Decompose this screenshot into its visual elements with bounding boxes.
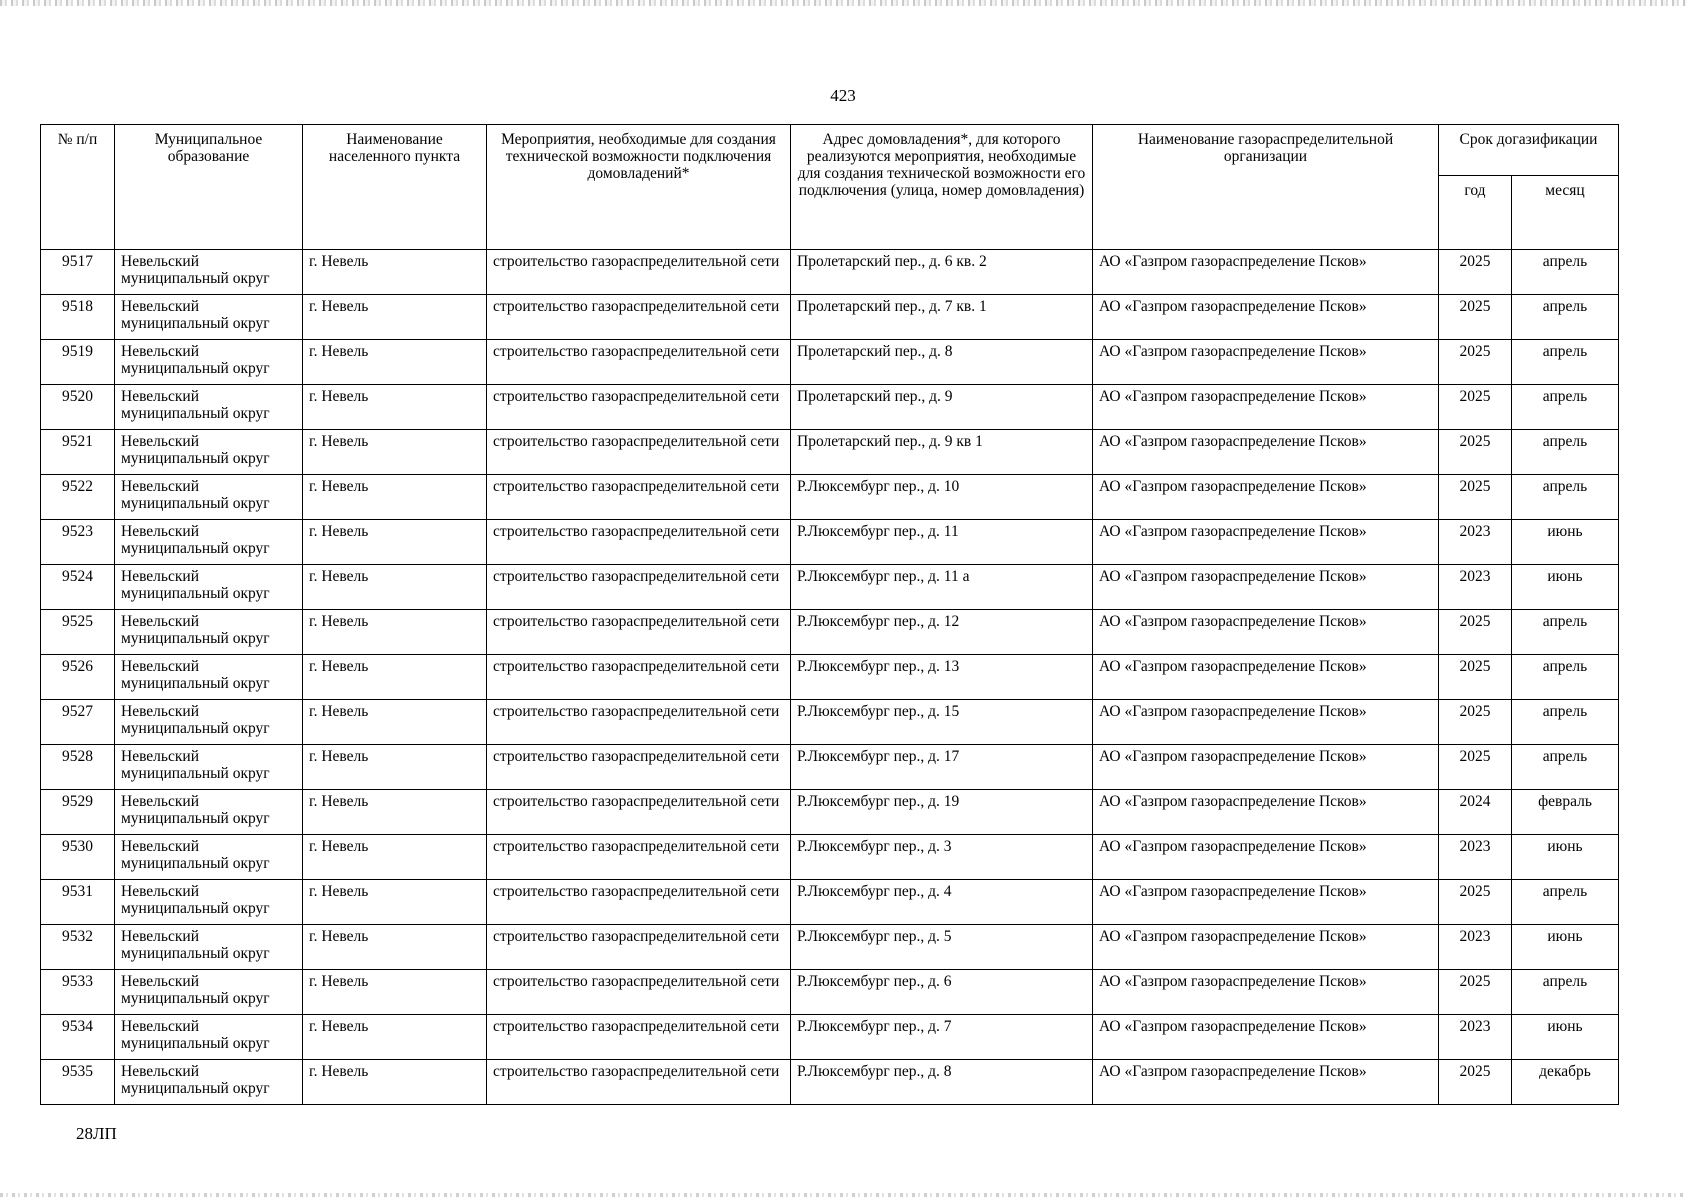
table-row: [41, 340, 1619, 385]
organization-cell: АО «Газпром газораспределение Псков»: [1093, 925, 1439, 970]
header-settlement: Наименование населенного пункта: [303, 125, 487, 250]
settlement-cell: г. Невель: [303, 475, 487, 520]
organization-cell: АО «Газпром газораспределение Псков»: [1093, 430, 1439, 475]
settlement-cell: г. Невель: [303, 340, 487, 385]
municipality-cell: Невельский муниципальный округ: [115, 250, 303, 295]
municipality-cell: Невельский муниципальный округ: [115, 745, 303, 790]
document-code: 28ЛП: [76, 1124, 117, 1143]
table-row: [41, 970, 1619, 1015]
settlement-cell: г. Невель: [303, 880, 487, 925]
year-cell: 2025: [1439, 385, 1512, 430]
municipality-cell: Невельский муниципальный округ: [115, 430, 303, 475]
row-number: 9523: [41, 520, 115, 565]
table-body: [41, 250, 1619, 1105]
organization-cell: АО «Газпром газораспределение Псков»: [1093, 1015, 1439, 1060]
measures-cell: строительство газораспределительной сети: [487, 1015, 791, 1060]
header-measures: Мероприятия, необходимые для создания технической возможности подключения домовладений*: [487, 125, 791, 250]
settlement-cell: г. Невель: [303, 925, 487, 970]
year-cell: 2025: [1439, 700, 1512, 745]
settlement-cell: г. Невель: [303, 520, 487, 565]
measures-cell: строительство газораспределительной сети: [487, 610, 791, 655]
month-cell: апрель: [1512, 430, 1619, 475]
table-row: [41, 835, 1619, 880]
measures-cell: строительство газораспределительной сети: [487, 655, 791, 700]
municipality-cell: Невельский муниципальный округ: [115, 925, 303, 970]
month-cell: апрель: [1512, 970, 1619, 1015]
table-row: [41, 565, 1619, 610]
address-cell: Р.Люксембург пер., д. 13: [791, 655, 1093, 700]
municipality-cell: Невельский муниципальный округ: [115, 565, 303, 610]
measures-cell: строительство газораспределительной сети: [487, 1060, 791, 1105]
measures-cell: строительство газораспределительной сети: [487, 520, 791, 565]
year-cell: 2025: [1439, 430, 1512, 475]
month-cell: апрель: [1512, 475, 1619, 520]
municipality-cell: Невельский муниципальный округ: [115, 1015, 303, 1060]
month-cell: июнь: [1512, 925, 1619, 970]
year-cell: 2023: [1439, 565, 1512, 610]
organization-cell: АО «Газпром газораспределение Псков»: [1093, 610, 1439, 655]
row-number: 9517: [41, 250, 115, 295]
year-cell: 2023: [1439, 1015, 1512, 1060]
settlement-cell: г. Невель: [303, 790, 487, 835]
measures-cell: строительство газораспределительной сети: [487, 925, 791, 970]
organization-cell: АО «Газпром газораспределение Псков»: [1093, 790, 1439, 835]
settlement-cell: г. Невель: [303, 610, 487, 655]
measures-cell: строительство газораспределительной сети: [487, 295, 791, 340]
address-cell: Р.Люксембург пер., д. 11 а: [791, 565, 1093, 610]
organization-cell: АО «Газпром газораспределение Псков»: [1093, 700, 1439, 745]
row-number: 9528: [41, 745, 115, 790]
month-cell: апрель: [1512, 880, 1619, 925]
address-cell: Р.Люксембург пер., д. 10: [791, 475, 1093, 520]
table-row: [41, 385, 1619, 430]
address-cell: Р.Люксембург пер., д. 12: [791, 610, 1093, 655]
year-cell: 2025: [1439, 610, 1512, 655]
settlement-cell: г. Невель: [303, 1015, 487, 1060]
row-number: 9522: [41, 475, 115, 520]
month-cell: февраль: [1512, 790, 1619, 835]
organization-cell: АО «Газпром газораспределение Псков»: [1093, 565, 1439, 610]
header-num: № п/п: [41, 125, 115, 250]
row-number: 9524: [41, 565, 115, 610]
municipality-cell: Невельский муниципальный округ: [115, 655, 303, 700]
table-row: [41, 1060, 1619, 1105]
municipality-cell: Невельский муниципальный округ: [115, 520, 303, 565]
year-cell: 2025: [1439, 970, 1512, 1015]
table-row: [41, 700, 1619, 745]
measures-cell: строительство газораспределительной сети: [487, 250, 791, 295]
row-number: 9531: [41, 880, 115, 925]
row-number: 9526: [41, 655, 115, 700]
address-cell: Р.Люксембург пер., д. 19: [791, 790, 1093, 835]
month-cell: июнь: [1512, 835, 1619, 880]
header-deadline: Срок догазификации: [1439, 125, 1619, 176]
settlement-cell: г. Невель: [303, 565, 487, 610]
year-cell: 2023: [1439, 835, 1512, 880]
address-cell: Р.Люксембург пер., д. 17: [791, 745, 1093, 790]
address-cell: Пролетарский пер., д. 9 кв 1: [791, 430, 1093, 475]
year-cell: 2024: [1439, 790, 1512, 835]
measures-cell: строительство газораспределительной сети: [487, 880, 791, 925]
address-cell: Р.Люксембург пер., д. 7: [791, 1015, 1093, 1060]
month-cell: апрель: [1512, 340, 1619, 385]
year-cell: 2025: [1439, 475, 1512, 520]
municipality-cell: Невельский муниципальный округ: [115, 385, 303, 430]
table-row: [41, 925, 1619, 970]
address-cell: Р.Люксембург пер., д. 8: [791, 1060, 1093, 1105]
settlement-cell: г. Невель: [303, 295, 487, 340]
row-number: 9521: [41, 430, 115, 475]
measures-cell: строительство газораспределительной сети: [487, 835, 791, 880]
row-number: 9530: [41, 835, 115, 880]
year-cell: 2025: [1439, 655, 1512, 700]
municipality-cell: Невельский муниципальный округ: [115, 475, 303, 520]
municipality-cell: Невельский муниципальный округ: [115, 295, 303, 340]
organization-cell: АО «Газпром газораспределение Псков»: [1093, 655, 1439, 700]
organization-cell: АО «Газпром газораспределение Псков»: [1093, 835, 1439, 880]
settlement-cell: г. Невель: [303, 700, 487, 745]
row-number: 9534: [41, 1015, 115, 1060]
month-cell: июнь: [1512, 565, 1619, 610]
address-cell: Р.Люксембург пер., д. 11: [791, 520, 1093, 565]
settlement-cell: г. Невель: [303, 655, 487, 700]
row-number: 9532: [41, 925, 115, 970]
settlement-cell: г. Невель: [303, 385, 487, 430]
header-year: год: [1439, 175, 1512, 249]
municipality-cell: Невельский муниципальный округ: [115, 835, 303, 880]
table-header: [41, 125, 1619, 250]
month-cell: апрель: [1512, 610, 1619, 655]
organization-cell: АО «Газпром газораспределение Псков»: [1093, 1060, 1439, 1105]
measures-cell: строительство газораспределительной сети: [487, 475, 791, 520]
month-cell: апрель: [1512, 655, 1619, 700]
settlement-cell: г. Невель: [303, 1060, 487, 1105]
organization-cell: АО «Газпром газораспределение Псков»: [1093, 385, 1439, 430]
table-row: [41, 475, 1619, 520]
settlement-cell: г. Невель: [303, 970, 487, 1015]
header-address: Адрес домовладения*, для которого реализуются мероприятия, необходимые для создания технической возможности его подключения (улица, номер домовладения): [791, 125, 1093, 250]
address-cell: Пролетарский пер., д. 8: [791, 340, 1093, 385]
measures-cell: строительство газораспределительной сети: [487, 565, 791, 610]
year-cell: 2025: [1439, 250, 1512, 295]
measures-cell: строительство газораспределительной сети: [487, 340, 791, 385]
table-row: [41, 295, 1619, 340]
municipality-cell: Невельский муниципальный округ: [115, 970, 303, 1015]
row-number: 9520: [41, 385, 115, 430]
municipality-cell: Невельский муниципальный округ: [115, 340, 303, 385]
organization-cell: АО «Газпром газораспределение Псков»: [1093, 745, 1439, 790]
measures-cell: строительство газораспределительной сети: [487, 385, 791, 430]
month-cell: апрель: [1512, 700, 1619, 745]
month-cell: июнь: [1512, 520, 1619, 565]
municipality-cell: Невельский муниципальный округ: [115, 880, 303, 925]
year-cell: 2025: [1439, 295, 1512, 340]
organization-cell: АО «Газпром газораспределение Псков»: [1093, 295, 1439, 340]
organization-cell: АО «Газпром газораспределение Псков»: [1093, 250, 1439, 295]
table-row: [41, 745, 1619, 790]
month-cell: апрель: [1512, 295, 1619, 340]
row-number: 9519: [41, 340, 115, 385]
year-cell: 2023: [1439, 520, 1512, 565]
table-row: [41, 250, 1619, 295]
year-cell: 2025: [1439, 1060, 1512, 1105]
table-row: [41, 655, 1619, 700]
gasification-table: [40, 124, 1619, 1105]
year-cell: 2025: [1439, 745, 1512, 790]
row-number: 9525: [41, 610, 115, 655]
header-municipality: Муниципальное образование: [115, 125, 303, 250]
address-cell: Пролетарский пер., д. 7 кв. 1: [791, 295, 1093, 340]
municipality-cell: Невельский муниципальный округ: [115, 1060, 303, 1105]
row-number: 9518: [41, 295, 115, 340]
year-cell: 2023: [1439, 925, 1512, 970]
settlement-cell: г. Невель: [303, 430, 487, 475]
address-cell: Р.Люксембург пер., д. 5: [791, 925, 1093, 970]
measures-cell: строительство газораспределительной сети: [487, 790, 791, 835]
address-cell: Р.Люксембург пер., д. 15: [791, 700, 1093, 745]
settlement-cell: г. Невель: [303, 745, 487, 790]
municipality-cell: Невельский муниципальный округ: [115, 700, 303, 745]
organization-cell: АО «Газпром газораспределение Псков»: [1093, 475, 1439, 520]
organization-cell: АО «Газпром газораспределение Псков»: [1093, 340, 1439, 385]
row-number: 9535: [41, 1060, 115, 1105]
header-organization: Наименование газораспределительной организации: [1093, 125, 1439, 250]
municipality-cell: Невельский муниципальный округ: [115, 790, 303, 835]
measures-cell: строительство газораспределительной сети: [487, 745, 791, 790]
month-cell: июнь: [1512, 1015, 1619, 1060]
month-cell: апрель: [1512, 745, 1619, 790]
row-number: 9527: [41, 700, 115, 745]
table-row: [41, 790, 1619, 835]
organization-cell: АО «Газпром газораспределение Псков»: [1093, 970, 1439, 1015]
address-cell: Пролетарский пер., д. 6 кв. 2: [791, 250, 1093, 295]
table-row: [41, 430, 1619, 475]
table-row: [41, 880, 1619, 925]
month-cell: апрель: [1512, 385, 1619, 430]
page-number: 423: [830, 86, 856, 105]
organization-cell: АО «Газпром газораспределение Псков»: [1093, 880, 1439, 925]
measures-cell: строительство газораспределительной сети: [487, 700, 791, 745]
settlement-cell: г. Невель: [303, 250, 487, 295]
year-cell: 2025: [1439, 340, 1512, 385]
table-row: [41, 1015, 1619, 1060]
address-cell: Р.Люксембург пер., д. 4: [791, 880, 1093, 925]
scan-edge-top: [0, 0, 1686, 6]
organization-cell: АО «Газпром газораспределение Псков»: [1093, 520, 1439, 565]
header-month: месяц: [1512, 175, 1619, 249]
municipality-cell: Невельский муниципальный округ: [115, 610, 303, 655]
table-row: [41, 610, 1619, 655]
scan-edge-bottom: [0, 1193, 1686, 1197]
address-cell: Р.Люксембург пер., д. 6: [791, 970, 1093, 1015]
measures-cell: строительство газораспределительной сети: [487, 970, 791, 1015]
measures-cell: строительство газораспределительной сети: [487, 430, 791, 475]
address-cell: Р.Люксембург пер., д. 3: [791, 835, 1093, 880]
settlement-cell: г. Невель: [303, 835, 487, 880]
year-cell: 2025: [1439, 880, 1512, 925]
month-cell: декабрь: [1512, 1060, 1619, 1105]
address-cell: Пролетарский пер., д. 9: [791, 385, 1093, 430]
row-number: 9529: [41, 790, 115, 835]
month-cell: апрель: [1512, 250, 1619, 295]
row-number: 9533: [41, 970, 115, 1015]
table-row: [41, 520, 1619, 565]
